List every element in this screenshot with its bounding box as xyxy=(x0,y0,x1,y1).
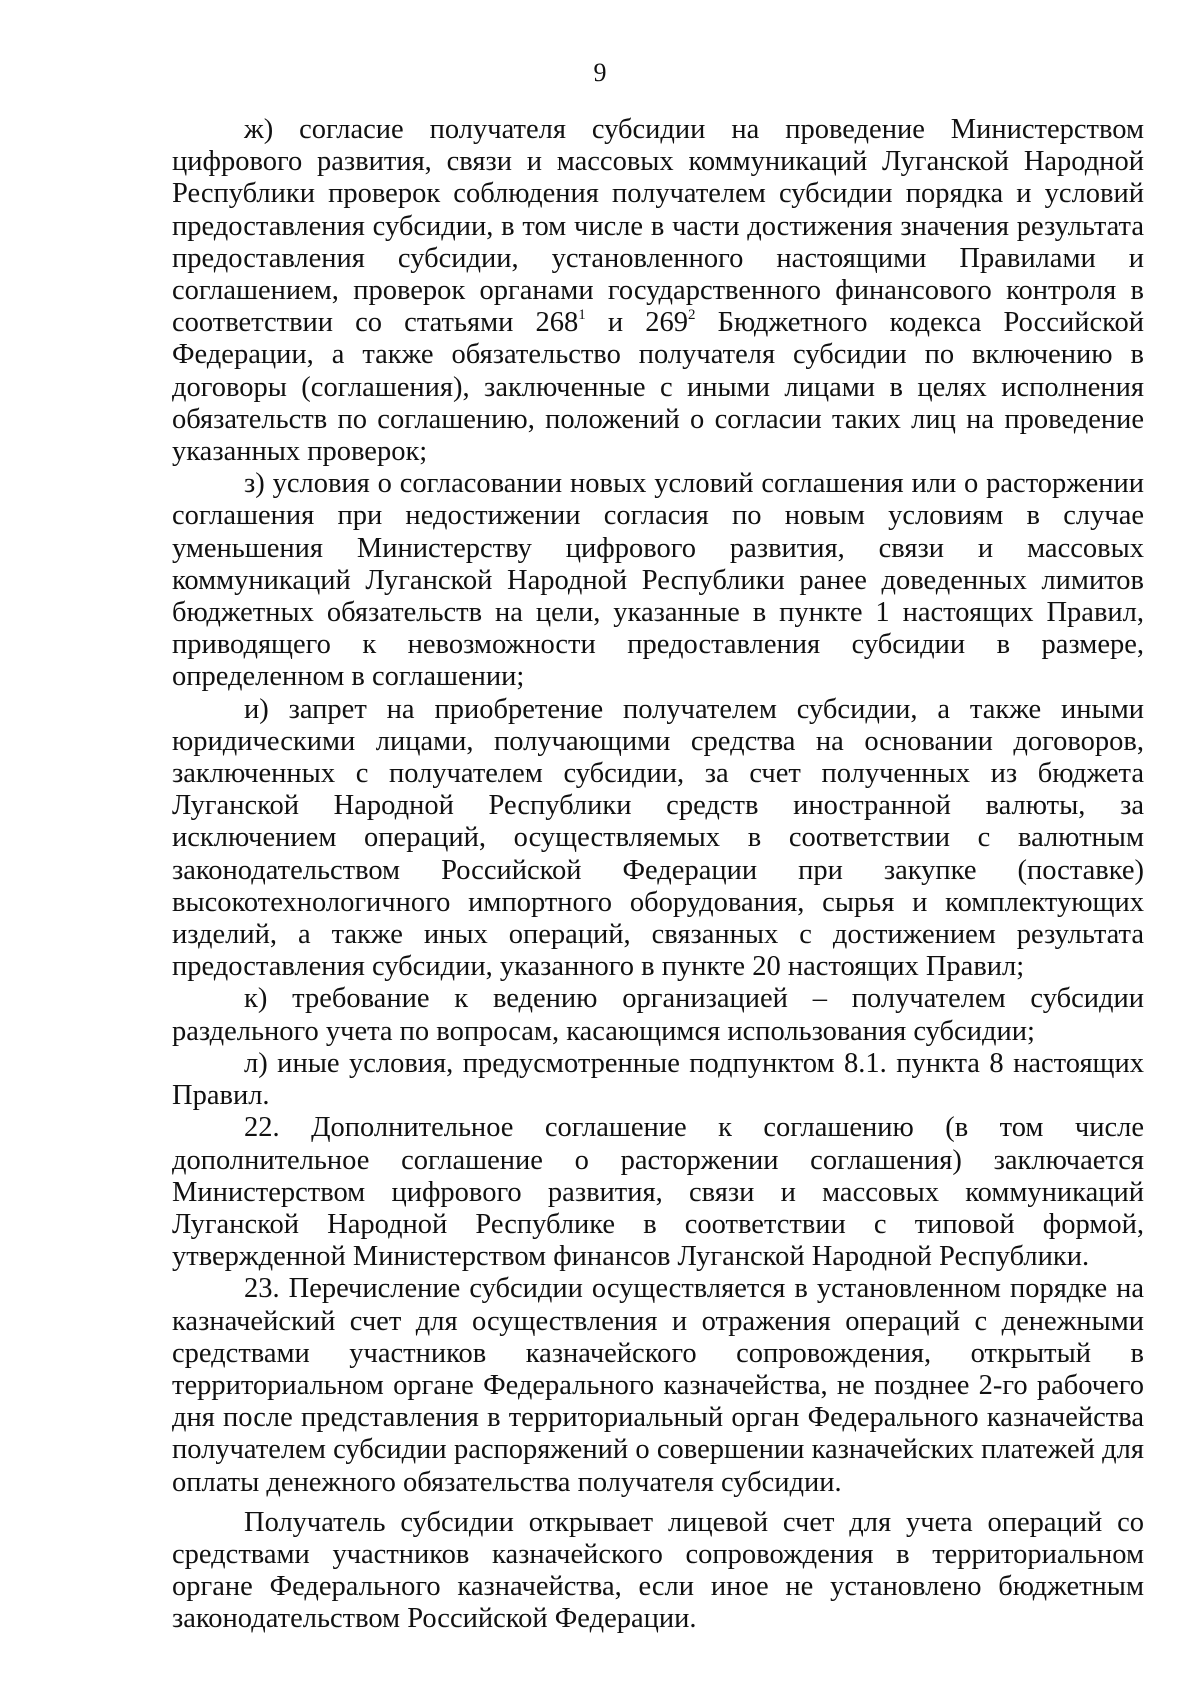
document-body xyxy=(172,114,1144,1636)
paragraph-23: 23. Перечисление субсидии осуществляется в установленном порядке на казначейский счет для осуществления и отражения операций с денежными средствами участников казначейского сопровождения, открытый в территориальном органе Федерального казначейства, не позднее 2-го рабочего дня после представления в территориальный орган Федерального казначейства получателем субсидии распоряжений о совершении казначейских платежей для оплаты денежного обязательства получателя субсидии. xyxy=(172,1273,1144,1498)
paragraph-zh-text-a: ж) согласие получателя субсидии на проведение Министерством цифрового развития, связи и массовых коммуникаций Луганской Народной Республики проверок соблюдения получателем субсидии порядка и условий предоставления субсидии, в том числе в части достижения значения результата предоставления субсидии, установленного настоящими Правилами и соглашением, проверок органами государственного финансового контроля в соответствии со статьями 268 xyxy=(172,114,1144,339)
paragraph-zh xyxy=(172,114,1144,468)
page-number: 9 xyxy=(593,58,607,87)
paragraph-last: Получатель субсидии открывает лицевой счет для учета операций со средствами участников казначейского сопровождения в территориальном органе Федерального казначейства, если иное не установлено бюджетным законодательством Российской Федерации. xyxy=(172,1506,1144,1635)
paragraph-zh-text-c: Бюджетного кодекса Российской Федерации, а также обязательство получателя субсидии по включению в договоры (соглашения), заключенные с иными лицами в целях исполнения обязательств по соглашению, положений о согласии таких лиц на проведение указанных проверок; xyxy=(172,307,1144,468)
paragraph-zh-text-b: и 269 xyxy=(585,307,689,339)
paragraph-k: к) требование к ведению организацией – получателем субсидии раздельного учета по вопросам, касающимся использования субсидии; xyxy=(172,983,1144,1047)
superscript-1: 1 xyxy=(578,307,586,324)
paragraph-z: з) условия о согласовании новых условий соглашения или о расторжении соглашения при недостижении согласия по новым условиям в случае уменьшения Министерству цифрового развития, связи и массовых коммуникаций Луганской Народной Республики ранее доведенных лимитов бюджетных обязательств на цели, указанные в пункте 1 настоящих Правил, приводящего к невозможности предоставления субсидии в размере, определенном в соглашении; xyxy=(172,468,1144,693)
paragraph-l: л) иные условия, предусмотренные подпунктом 8.1. пункта 8 настоящих Правил. xyxy=(172,1047,1144,1112)
superscript-2: 2 xyxy=(688,307,696,324)
paragraph-i: и) запрет на приобретение получателем субсидии, а также иными юридическими лицами, получающими средства на основании договоров, заключенных с получателем субсидии, за счет полученных из бюджета Луганской Народной Республики средств иностранной валюты, за исключением операций, осуществляемых в соответствии с валютным законодательством Российской Федерации при закупке (поставке) высокотехнологичного импортного оборудования, сырья и комплектующих изделий, а также иных операций, связанных с достижением результата предоставления субсидии, указанного в пункте 20 настоящих Правил; xyxy=(172,693,1144,983)
paragraph-22: 22. Дополнительное соглашение к соглашению (в том числе дополнительное соглашение о расторжении соглашения) заключается Министерством цифрового развития, связи и массовых коммуникаций Луганской Народной Республике в соответствии с типовой формой, утвержденной Министерством финансов Луганской Народной Республики. xyxy=(172,1112,1144,1273)
